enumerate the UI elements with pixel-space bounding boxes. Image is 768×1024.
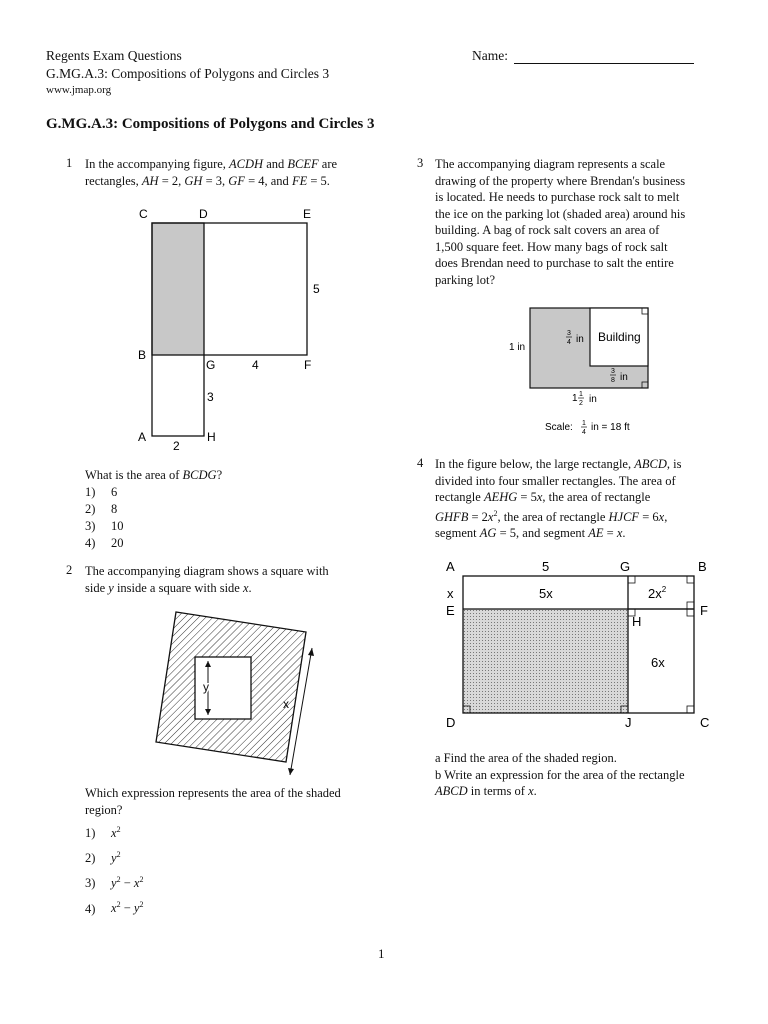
svg-text:1: 1 bbox=[579, 391, 583, 398]
header-site: www.jmap.org bbox=[46, 84, 112, 96]
q1-label-c: C bbox=[139, 207, 148, 221]
svg-text:1: 1 bbox=[572, 393, 578, 404]
q3-top-label: in bbox=[576, 334, 584, 345]
q1-choice-1[interactable]: 1) 6 bbox=[85, 485, 118, 499]
q1-label-gf: 4 bbox=[252, 358, 259, 372]
name-label: Name: bbox=[472, 48, 508, 63]
q2-choice-1[interactable]: 1) $x^2$ bbox=[85, 825, 121, 841]
q1-label-fe: 5 bbox=[313, 282, 320, 296]
q3-mid-label: in bbox=[620, 372, 628, 383]
svg-text:3: 3 bbox=[611, 368, 615, 375]
q1-prompt: What is the area of BCDG? bbox=[85, 468, 223, 482]
q1-label-ah: 2 bbox=[173, 439, 180, 453]
q4-shaded-region bbox=[463, 609, 628, 713]
q4-part-a: a Find the area of the shaded region. bbox=[435, 751, 617, 765]
q2-text: The accompanying diagram shows a square with side y inside a square with side x. bbox=[85, 564, 329, 595]
q1-choice-3[interactable]: 3) 10 bbox=[85, 519, 124, 533]
q1-label-h: H bbox=[207, 430, 216, 444]
q1-number: 1 bbox=[66, 156, 73, 170]
name-field bbox=[472, 47, 694, 64]
q4-label-c: C bbox=[700, 715, 710, 730]
name-line bbox=[514, 50, 694, 64]
q4-part-b: b Write an expression for the area of the rectangle bbox=[435, 767, 685, 782]
q4-label-a: A bbox=[446, 559, 455, 574]
q3-scale-label: Scale: bbox=[545, 422, 573, 433]
q2-choice-3[interactable]: 3) $y^2 - x^2$ bbox=[85, 875, 144, 891]
q4-label-e: E bbox=[446, 603, 455, 618]
q4-text: In the figure below, the large rectangle, ABCD, is divided into four smaller rectangles. The area of rectangle AEHG = 5x, the area of rectangle GHFB = $2x^2$, the area of rectangle HJCF = 6x, segment AG = 5, and segment AE = x. bbox=[435, 457, 682, 541]
q1-label-a: A bbox=[138, 430, 147, 444]
q4-label-5x: 5x bbox=[539, 586, 553, 601]
header-line2: G.MG.A.3: Compositions of Polygons and Circles 3 bbox=[46, 66, 330, 81]
page-title: G.MG.A.3: Compositions of Polygons and Circles 3 bbox=[46, 116, 375, 132]
q4-label-ag: 5 bbox=[542, 559, 550, 574]
svg-text:4: 4 bbox=[582, 429, 586, 436]
q1-choices bbox=[85, 484, 124, 552]
q4-label-g: G bbox=[620, 559, 631, 574]
q2-label-y: y bbox=[203, 680, 209, 694]
q1-shaded-rect bbox=[152, 223, 204, 355]
q2-prompt: Which expression represents the area of the shaded region? bbox=[85, 786, 341, 817]
q1-label-gh: 3 bbox=[207, 390, 214, 404]
q1-label-e: E bbox=[303, 207, 312, 221]
q1-text: In the accompanying figure, ACDH and BCEF are rectangles, AH = 2, GH = 3, GF = 4, and FE = 5. bbox=[85, 157, 338, 188]
q1-label-g: G bbox=[206, 358, 216, 372]
q2-number: 2 bbox=[66, 563, 73, 577]
q3-text: The accompanying diagram represents a scale drawing of the property where Brendan's business is located. He needs to purchase rock salt to melt the ice on the parking lot (shaded area) around his building. A bag of rock salt covers an area of 1,500 square feet. How many bags of rock salt does Brendan need to purchase to salt the entire parking lot? bbox=[435, 157, 686, 287]
q4-figure bbox=[440, 556, 720, 736]
q2-choices bbox=[85, 819, 143, 920]
q3-left-label: 1 in bbox=[509, 342, 526, 353]
svg-text:4: 4 bbox=[567, 339, 571, 346]
q4-parts: a Find the area of the shaded region. b Write an expression for the area of the rectangle ABCD in terms of x. bbox=[435, 750, 755, 800]
q1-label-f: F bbox=[304, 358, 312, 372]
svg-text:8: 8 bbox=[611, 377, 615, 384]
q4-label-ae: x bbox=[447, 586, 454, 601]
q4-label-6x: 6x bbox=[651, 655, 665, 670]
svg-text:1: 1 bbox=[582, 420, 586, 427]
q2-x-arrow-top bbox=[308, 648, 314, 656]
q3-number: 3 bbox=[417, 156, 424, 170]
page-number: 1 bbox=[378, 946, 385, 961]
q1-choice-2[interactable]: 2) 8 bbox=[85, 502, 118, 516]
q1-label-d: D bbox=[199, 207, 208, 221]
q1-choice-4[interactable]: 4) 20 bbox=[85, 536, 124, 550]
svg-text:2: 2 bbox=[579, 400, 583, 407]
q1-label-b: B bbox=[138, 348, 147, 362]
svg-text:3: 3 bbox=[567, 330, 571, 337]
q3-figure bbox=[500, 300, 670, 440]
q1-figure bbox=[130, 200, 330, 455]
q2-choice-2[interactable]: 2) $y^2$ bbox=[85, 850, 121, 866]
q3-building-label: Building bbox=[598, 330, 641, 344]
q2-figure bbox=[140, 605, 340, 780]
header-line1: Regents Exam Questions bbox=[46, 48, 182, 63]
q3-bottom-label: in bbox=[589, 394, 597, 405]
q4-number: 4 bbox=[417, 456, 424, 470]
q2-choice-4[interactable]: 4) $x^2 - y^2$ bbox=[85, 900, 144, 916]
q4-label-f: F bbox=[700, 603, 708, 618]
q4-label-h: H bbox=[632, 614, 642, 629]
q2-label-x: x bbox=[283, 697, 289, 711]
q4-label-d: D bbox=[446, 715, 456, 730]
svg-text:in = 18 ft: in = 18 ft bbox=[591, 422, 630, 433]
q4-label-2x2: $2x^2$ bbox=[648, 585, 667, 601]
q4-label-j: J bbox=[625, 715, 632, 730]
q4-label-b: B bbox=[698, 559, 707, 574]
q2-x-arrow-bottom bbox=[288, 768, 294, 775]
